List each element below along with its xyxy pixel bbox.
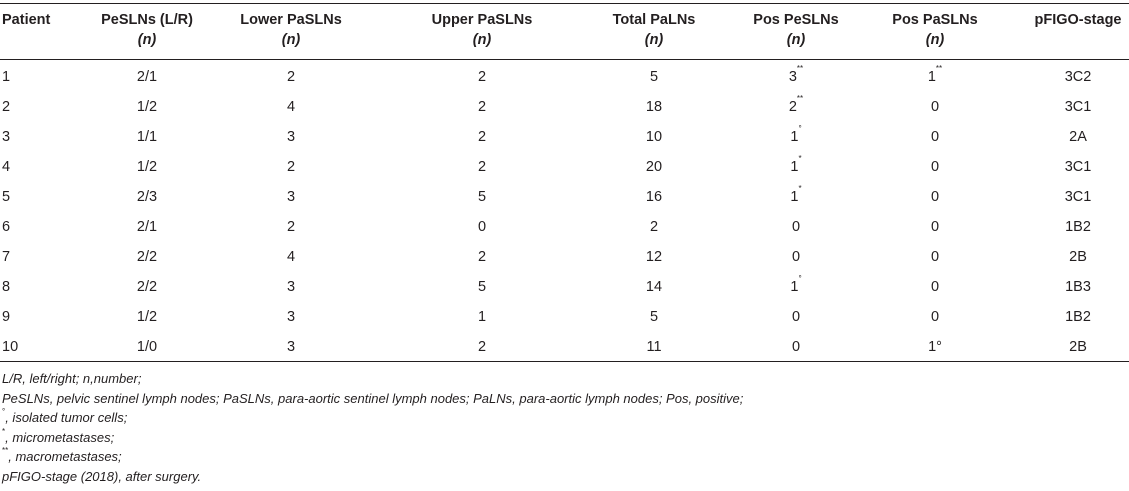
header-lower-paslns: Lower PaSLNs (n) — [240, 12, 342, 48]
cell-patient: 2 — [2, 99, 11, 115]
cell-lower-paslns: 3 — [286, 309, 296, 325]
cell-upper-paslns: 2 — [477, 129, 487, 145]
header-total-palns: Total PaLNs (n) — [612, 12, 696, 48]
cell-pos-peslns: 0 — [791, 219, 801, 235]
cell-patient: 6 — [2, 219, 11, 235]
cell-total-palns: 12 — [645, 249, 663, 265]
cell-total-palns: 10 — [645, 129, 663, 145]
cell-pos-paslns: 0 — [930, 309, 940, 325]
cell-lower-paslns: 3 — [286, 189, 296, 205]
cell-pos-peslns: 1° — [790, 274, 802, 295]
cell-upper-paslns: 5 — [477, 189, 487, 205]
cell-total-palns: 5 — [649, 69, 659, 85]
cell-lower-paslns: 2 — [286, 219, 296, 235]
footnote-mark: ** — [796, 94, 804, 103]
cell-upper-paslns: 2 — [477, 69, 487, 85]
header-pfigo-stage: pFIGO-stage — [1034, 12, 1122, 28]
footnote-mark: ° — [798, 274, 802, 283]
cell-upper-paslns: 0 — [477, 219, 487, 235]
cell-peslns: 2/2 — [136, 279, 158, 295]
cell-pfigo-stage: 3C1 — [1064, 189, 1092, 205]
footnote-line: pFIGO-stage (2018), after surgery. — [2, 468, 202, 484]
cell-pos-paslns: 0 — [930, 279, 940, 295]
header-peslns: PeSLNs (L/R) (n) — [101, 12, 193, 48]
table-row — [0, 92, 1129, 122]
cell-patient: 3 — [2, 129, 11, 145]
header-upper-paslns: Upper PaSLNs (n) — [431, 12, 533, 48]
table-row — [0, 182, 1129, 212]
footnote-mark: ** — [796, 64, 804, 73]
cell-total-palns: 20 — [645, 159, 663, 175]
cell-upper-paslns: 2 — [477, 159, 487, 175]
cell-upper-paslns: 2 — [477, 99, 487, 115]
cell-upper-paslns: 1 — [477, 309, 487, 325]
cell-total-palns: 14 — [645, 279, 663, 295]
cell-lower-paslns: 2 — [286, 159, 296, 175]
table-row — [0, 332, 1129, 362]
table-row — [0, 122, 1129, 152]
cell-pos-peslns: 1* — [790, 184, 802, 205]
cell-pos-peslns: 1° — [790, 124, 802, 145]
table-row — [0, 302, 1129, 332]
cell-pos-peslns: 0 — [791, 249, 801, 265]
cell-patient: 4 — [2, 159, 11, 175]
cell-pos-paslns: 0 — [930, 129, 940, 145]
cell-upper-paslns: 5 — [477, 279, 487, 295]
footnote-symbol: ** — [2, 446, 9, 455]
cell-total-palns: 11 — [646, 339, 662, 355]
cell-pfigo-stage: 1B2 — [1065, 219, 1091, 235]
cell-pos-paslns: 0 — [930, 99, 940, 115]
cell-pos-peslns: 1* — [790, 154, 802, 175]
cell-pfigo-stage: 3C2 — [1064, 69, 1092, 85]
cell-lower-paslns: 3 — [286, 129, 296, 145]
cell-pos-paslns: 1° — [928, 339, 942, 355]
cell-peslns: 2/1 — [136, 219, 158, 235]
footnote-line: °, isolated tumor cells; — [2, 407, 128, 425]
header-pos-paslns: Pos PaSLNs (n) — [892, 12, 978, 48]
cell-peslns: 1/2 — [136, 159, 158, 175]
cell-peslns: 1/2 — [136, 309, 158, 325]
cell-pfigo-stage: 3C1 — [1064, 99, 1092, 115]
cell-peslns: 1/1 — [136, 129, 158, 145]
cell-total-palns: 18 — [645, 99, 663, 115]
cell-pfigo-stage: 2B — [1069, 249, 1087, 265]
footnote-line: *, micrometastases; — [2, 426, 115, 445]
cell-pos-paslns: 1** — [927, 64, 943, 85]
cell-pfigo-stage: 1B2 — [1065, 309, 1091, 325]
table-row — [0, 152, 1129, 182]
table-row — [0, 272, 1129, 302]
table-header-rule — [0, 59, 1129, 60]
footnote-symbol: ° — [2, 407, 6, 416]
footnote-line: **, macrometastases; — [2, 446, 122, 464]
table-bottom-rule — [0, 361, 1129, 362]
cell-peslns: 1/2 — [136, 99, 158, 115]
table-footnotes — [2, 369, 1122, 486]
cell-upper-paslns: 2 — [477, 249, 487, 265]
footnote-line: PeSLNs, pelvic sentinel lymph nodes; PaSLNs, para-aortic sentinel lymph nodes; PaLNs, para-aortic lymph nodes; Pos, positive; — [2, 390, 744, 406]
footnote-mark: * — [798, 184, 802, 193]
cell-lower-paslns: 4 — [286, 249, 296, 265]
cell-pos-peslns: 0 — [791, 339, 801, 355]
table-top-rule — [0, 3, 1129, 4]
cell-total-palns: 16 — [645, 189, 663, 205]
cell-upper-paslns: 2 — [477, 339, 487, 355]
cell-peslns: 2/2 — [136, 249, 158, 265]
cell-patient: 1 — [2, 69, 11, 85]
cell-pos-peslns: 0 — [791, 309, 801, 325]
footnote-mark: ** — [935, 64, 943, 73]
cell-total-palns: 2 — [649, 219, 659, 235]
cell-pfigo-stage: 2A — [1069, 129, 1087, 145]
cell-pos-peslns: 3** — [788, 64, 804, 85]
cell-lower-paslns: 3 — [286, 339, 296, 355]
cell-pfigo-stage: 2B — [1069, 339, 1087, 355]
cell-pfigo-stage: 3C1 — [1064, 159, 1092, 175]
table-row — [0, 62, 1129, 92]
cell-patient: 8 — [2, 279, 11, 295]
cell-peslns: 2/3 — [136, 189, 158, 205]
cell-pos-peslns: 2** — [788, 94, 804, 115]
header-pos-peslns: Pos PeSLNs (n) — [753, 12, 839, 48]
table-row — [0, 212, 1129, 242]
footnote-symbol: * — [2, 426, 6, 436]
cell-pos-paslns: 0 — [930, 219, 940, 235]
cell-patient: 7 — [2, 249, 11, 265]
cell-pos-paslns: 0 — [930, 249, 940, 265]
table-row — [0, 242, 1129, 272]
cell-patient: 5 — [2, 189, 11, 205]
cell-patient: 10 — [2, 339, 19, 355]
cell-lower-paslns: 2 — [286, 69, 296, 85]
cell-patient: 9 — [2, 309, 11, 325]
table-header — [0, 10, 1129, 56]
header-patient: Patient — [2, 12, 51, 28]
footnote-mark: ° — [798, 124, 802, 133]
cell-pos-paslns: 0 — [930, 189, 940, 205]
cell-lower-paslns: 4 — [286, 99, 296, 115]
cell-total-palns: 5 — [649, 309, 659, 325]
footnote-line: L/R, left/right; n,number; — [2, 371, 142, 386]
cell-pos-paslns: 0 — [930, 159, 940, 175]
cell-peslns: 2/1 — [136, 69, 158, 85]
footnote-mark: * — [798, 154, 802, 163]
cell-lower-paslns: 3 — [286, 279, 296, 295]
cell-peslns: 1/0 — [136, 339, 158, 355]
cell-pfigo-stage: 1B3 — [1065, 279, 1091, 295]
